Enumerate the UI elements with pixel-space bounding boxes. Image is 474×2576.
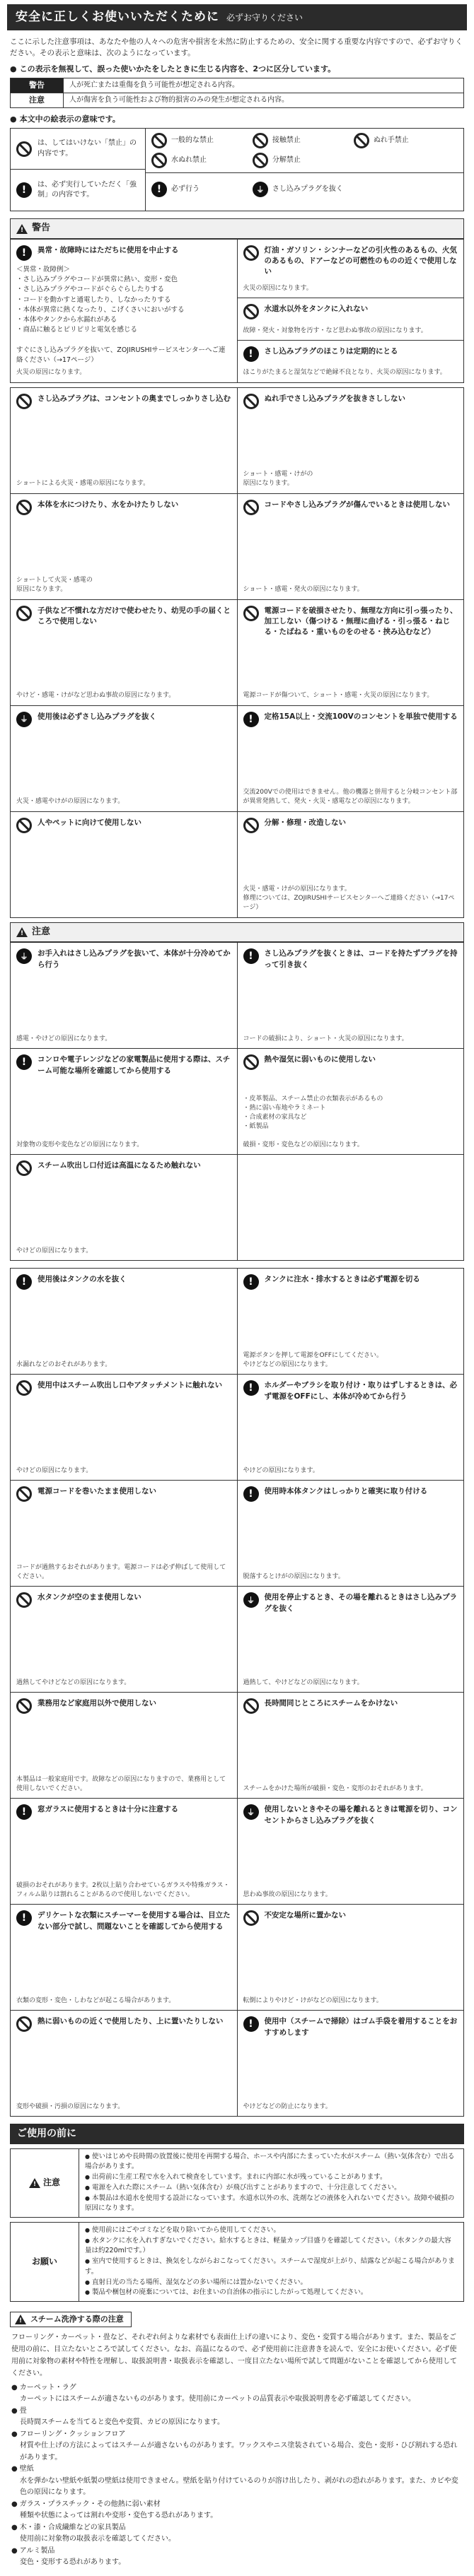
page-header	[7, 4, 467, 30]
general-prohibit-icon	[243, 1698, 259, 1714]
caution-cell: 水タンクが空のまま使用しない 過熱してやけどなどの原因になります。	[11, 1587, 238, 1693]
warning-grid	[10, 387, 464, 918]
caution-cell: ! 使用後はタンクの水を抜く 水漏れなどのおそれがあります。	[11, 1269, 238, 1375]
symbol-table	[10, 128, 464, 211]
caution-cell: ⏚ 使用を停止するとき、その場を離れるときはさし込みプラグを抜く 過熱して、やけどなどの原因になります。	[238, 1587, 465, 1693]
caution-cell: 長時間同じところにスチームをかけない スチームをかけた場所が破損・変色・変形のおそれがあります。	[238, 1693, 465, 1799]
no-touch-icon	[16, 1160, 32, 1176]
prohibit-desc: は、してはいけない「禁止」の内容です。	[37, 139, 137, 158]
list-item: ● 水タンクに水を入れすぎないでください。給水するときは、軽量カップ目盛りを確認してください。（水タンクの最大容量は約220mlです。）	[85, 2236, 458, 2257]
general-prohibit-icon	[243, 500, 259, 515]
list-item: ● 壁紙 水を弾かない壁紙や紙製の壁紙は使用できません。壁紙を貼り付けているのりが溶け出したり、剥がれの恐れがあります。また、カビや変色の原因になります。	[11, 2464, 463, 2499]
no-disassembly-icon	[243, 818, 259, 833]
general-prohibit-icon	[16, 1698, 32, 1714]
symbol-intro: ● 本文中の絵表示の意味です。	[10, 114, 464, 125]
rank-label-warning: 警告	[11, 78, 64, 93]
unplug-icon: ⏚	[243, 1592, 259, 1608]
list-item: ● アルミ製品 変色・変形する恐れがあります。	[11, 2546, 463, 2569]
before-use-caution: ! 注意 ● 使いはじめや長時間の放置後に使用を再開する場合、ホースや内部にたまっていた水がスチーム（熱い気体含む）で出る場合があります。 ● 出荷前に生産工程で水を入れて検査をしています。まれに内部に水が残っていることがあります。 ● 電源を入れた際にスチーム（熱い気体含む）が飛び出すことがありますので、十分注意してください。 ● 本製品は水道水を使用する設計になっています。水道水以外の水、洗剤などの液体を入れないでください。故障や破損の原因になります。	[10, 2148, 464, 2218]
rank-row-warning	[11, 78, 463, 93]
rank-table	[10, 78, 464, 108]
caution-grid	[10, 942, 464, 1261]
no-water-icon	[16, 500, 32, 515]
warning-cell: さし込みプラグは、コンセントの奥までしっかりさし込む ショートによる火災・感電の原因になります。	[11, 388, 238, 494]
rank-desc-warning: 人が死亡または重傷を負う可能性が想定される内容。	[69, 81, 239, 89]
no-touch-icon	[16, 1380, 32, 1396]
warning-cell: 灯油・ガソリン・シンナーなどの引火性のあるもの、火気のあるもの、ドアーなどの可燃性のものの近くで使用しない 火災の原因になります。	[238, 240, 465, 298]
general-prohibit-icon	[16, 818, 32, 833]
list-item: ● 使いはじめや長時間の放置後に使用を再開する場合、ホースや内部にたまっていた水がスチーム（熱い気体含む）で出る場合があります。	[85, 2152, 458, 2172]
list-item: ● 出荷前に生産工程で水を入れて検査をしています。まれに内部に水が残っていることがあります。	[85, 2172, 458, 2183]
caution-cell: 熱や湿気に弱いものに使用しない ・皮革製品、スチーム禁止の衣類表示があるもの ・熱に弱い布地やラミネート ・合成素材の家具など ・紙製品 破損・変形・変色などの原因になります。	[238, 1049, 465, 1155]
general-prohibit-icon	[243, 304, 259, 319]
mandatory-desc: は、必ず実行していただく「強制」の内容です。	[37, 180, 137, 199]
caution-cell: ! 使用中（スチームで掃除）はゴム手袋を着用することをおすすめします やけどなどの防止になります。	[238, 2011, 465, 2117]
warning-cell: 分解・修理・改造しない 火災・感電・けがの原因になります。 修理については、ZOJIRUSHIサービスセンターへご連絡ください（→17ページ）	[238, 812, 465, 918]
warning-cell: ! 定格15A以上・交流100Vのコンセントを単独で使用する 交流200Vでの使用はできません。他の機器と併用すると分岐コンセント部が異常発熱して、発火・火災・感電などの原因になります。	[238, 706, 465, 812]
symbol-label: 接触禁止	[272, 136, 301, 144]
warning-abnormal-cell: ! 異常・故障時にはただちに使用を中止する ＜異常・故障例＞ ・さし込みプラグやコードが異常に熱い、変形・変色 ・さし込みプラグやコードがぐらぐらしたりする ・コードを動かすと通電したり、しなかったりする ・本体が異常に熱くなったり、こげくさいにおいがする ・本体やタンクから水漏れがある ・商品に触るとピリピリと電気を感じる すぐにさし込みプラグを抜いて、ZOJIRUSHIサービスセンターへご連絡ください（→17ページ） 火災の原因になります。	[11, 240, 238, 383]
must-do-icon: !	[243, 712, 259, 727]
list-item: ● 木・漆・合成繊維などの家具製品 使用前に対象物の取扱表示を確認してください。	[11, 2522, 463, 2546]
caution-cell: ! さし込みプラグを抜くときは、コードを持たずプラグを持って引き抜く コードの破損により、ショート・火災の原因になります。	[238, 943, 465, 1049]
caution-cell: ⏚ 使用しないときやその場を離れるときは電源を切り、コンセントからさし込みプラグを抜く 思わぬ事故の原因になります。	[238, 1799, 465, 1905]
caution-cell: ! デリケートな衣類にスチーマーを使用する場合は、目立たない部分で試し、問題ないことを確認してから使用する 衣類の変形・変色・しわなどが起こる場合があります。	[11, 1905, 238, 2011]
list-item: ● 製品や梱包材の廃棄については、お住まいの自治体の指示にしたがって処理してください。	[85, 2288, 458, 2298]
rank-label-caution: 注意	[11, 93, 64, 107]
unplug-icon: ⏚	[16, 948, 32, 964]
rank-intro: ● この表示を無視して、誤った使いかたをしたときに生じる内容を、2つに区分しています。	[10, 64, 464, 75]
caution-cell: ! タンクに注水・排水するときは必ず電源を切る 電源ボタンを押して電源をOFFにしてください。 やけどなどの原因になります。	[238, 1269, 465, 1375]
general-prohibit-icon	[243, 1910, 259, 1926]
must-do-icon: !	[243, 1274, 259, 1290]
list-item: ● 本製品は水道水を使用する設計になっています。水道水以外の水、洗剤などの液体を入れないでください。故障や破損の原因になります。	[85, 2194, 458, 2214]
must-do-icon: !	[16, 1274, 32, 1290]
list-item: ● ガラス・プラスチック・その他熱に弱い素材 種類や状態によっては割れや変形・変色する恐れがあります。	[11, 2499, 463, 2522]
symbol-label: さし込みプラグを抜く	[272, 184, 343, 193]
warning-cell: 水道水以外をタンクに入れない 故障・発火・対象物を汚す・など思わぬ事故の原因になります。	[238, 298, 465, 341]
page-title: 安全に正しくお使いいただくために	[16, 10, 219, 24]
list-item: ● 電源を入れた際にスチーム（熱い気体含む）が飛び出すことがありますので、十分注意してください。	[85, 2183, 458, 2194]
symbol-label: ぬれ手禁止	[373, 136, 409, 144]
general-prohibit-icon	[16, 2016, 32, 2032]
caution-cell: ⏚ お手入れはさし込みプラグを抜いて、本体が十分冷めてから行う 感電・やけどの原因になります。	[11, 943, 238, 1049]
warning-cell: 子供など不慣れな方だけで使わせたり、幼児の手の届くところで使用しない やけど・感電・けがなど思わぬ事故の原因になります。	[11, 600, 238, 706]
general-prohibit-icon	[243, 606, 259, 621]
warning-intro-grid	[10, 239, 464, 383]
list-item: ● 直射日光の当たる場所、湿気などの多い場所には置かないでください。	[85, 2278, 458, 2288]
general-prohibit-icon	[243, 245, 259, 261]
must-do-icon: !	[16, 1910, 32, 1926]
surface-list	[11, 2382, 463, 2569]
warning-cell: コードやさし込みプラグが傷んでいるときは使用しない ショート・感電・発火の原因になります。	[238, 494, 465, 600]
warning-cell: ! さし込みプラグのほこりは定期的にとる ほこりがたまると湿気などで絶縁不良となり、火災の原因になります。	[238, 341, 465, 383]
caution-cell: ! 使用時本体タンクはしっかりと確実に取り付ける 脱落するとけがの原因になります。	[238, 1481, 465, 1587]
warning-cell: ⏚ 使用後は必ずさし込みプラグを抜く 火災・感電やけがの原因になります。	[11, 706, 238, 812]
warning-cell: ぬれ手でさし込みプラグを抜きさししない ショート・感電・けがの 原因になります。	[238, 388, 465, 494]
must-do-icon: !	[243, 346, 259, 362]
symbol-label: 必ず行う	[171, 184, 200, 193]
before-use-request: お願い ● 使用前にはごやゴミなどを取り除いてから使用してください。 ● 水タンクに水を入れすぎないでください。給水するときは、軽量カップ目盛りを確認してください。（水タンクの最大容量は約220mlです。） ● 室内で使用するときは、換気をしながらおこなってください。スチームで湿度が上がり、結露などが起こる場合があります。 ● 直射日光の当たる場所、湿気などの多い場所には置かないでください。 ● 製品や梱包材の廃棄については、お住まいの自治体の指示にしたがって処理してください。	[10, 2222, 464, 2302]
caution-triangle-icon	[29, 2178, 40, 2188]
symbol-label: 分解禁止	[272, 155, 301, 164]
must-do-icon: !	[243, 948, 259, 964]
cleaning-heading: ! スチーム洗浄する際の注意	[10, 2312, 132, 2327]
caution-cell: ! コンロや電子レンジなどの家電製品に使用する際は、スチーム可能な場所を確認してから使用する 対象物の変形や変色などの原因になります。	[11, 1049, 238, 1155]
no-wet-hands-icon	[354, 133, 369, 148]
warning-triangle-icon	[16, 224, 28, 234]
unplug-icon: ⏚	[16, 712, 32, 727]
symbol-label: 水ぬれ禁止	[171, 155, 207, 164]
general-prohibit-icon	[16, 1486, 32, 1502]
general-prohibit-icon	[16, 1592, 32, 1608]
general-prohibit-icon	[243, 1054, 259, 1070]
general-prohibit-icon	[151, 133, 167, 148]
cleaning-paragraph: フローリング・カーペット・畳など、それぞれ何よりな素材でも表面仕上げの違いにより、変色・変質する場合があります。また、製品をご使用の前に、目立たないところで試してください。なお、高温になるので、必ず使用前に注意書きを読んで、安全にお使いください。必ず使用前に対象物の素材や特性を理解し、取扱説明書・取扱表示を確認し、一度目立たない場所で試して問題がないことを確認してから使用してください。	[11, 2333, 457, 2377]
caution-cell-empty	[238, 1155, 465, 1261]
warning-cell: 電源コードを破損させたり、無理な方向に引っ張ったり、加工しない（傷つける・無理に曲げる・引っ張る・ねじる・たばねる・重いものをのせる・挟み込むなど） 電源コードが傷ついて、ショート・感電・火災の原因になります。	[238, 600, 465, 706]
caution-triangle-icon	[16, 927, 28, 937]
page-subtitle: 必ずお守りください	[226, 13, 304, 23]
abnormal-examples: ＜異常・故障例＞ ・さし込みプラグやコードが異常に熱い、変形・変色 ・さし込みプラグやコードがぐらぐらしたりする ・コードを動かすと通電したり、しなかったりする ・本体が異常に熱くなったり、こげくさいにおいがする ・本体やタンクから水漏れがある ・商品に触るとピリピリと電気を感じる すぐにさし込みプラグを抜いて、ZOJIRUSHIサービスセンターへご連絡ください（→17ページ）	[16, 265, 226, 365]
caution-cell: 使用中はスチーム吹出し口やアタッチメントに触れない やけどの原因になります。	[11, 1375, 238, 1481]
no-touch-icon	[253, 133, 268, 148]
caution-cell: スチーム吹出し口付近は高温になるため触れない やけどの原因になります。	[11, 1155, 238, 1261]
must-do-icon: !	[243, 1486, 259, 1502]
must-do-icon: !	[151, 182, 167, 197]
list-item: ● カーペット・ラグ カーペットにはスチームが適さないものがあります。使用前にカーペットの品質表示や取扱説明書を必ず確認してください。	[11, 2382, 463, 2406]
must-do-icon: !	[16, 1054, 32, 1070]
list-item: ● 使用前にはごやゴミなどを取り除いてから使用してください。	[85, 2225, 458, 2236]
unplug-icon: ⏚	[243, 1804, 259, 1820]
unplug-icon: ⏚	[253, 182, 268, 197]
mandatory-icon: !	[16, 182, 32, 198]
caution-cell: ! ホルダーやブラシを取り付け・取りはずしするときは、必ず電源をOFFにし、本体が冷めてから行う やけどの原因になります。	[238, 1375, 465, 1481]
warning-heading: ! 警告	[10, 218, 464, 239]
list-item: ● 室内で使用するときは、換気をしながらおこなってください。スチームで湿度が上がり、結露などが起こる場合があります。	[85, 2257, 458, 2277]
no-disassembly-icon	[253, 153, 268, 168]
before-use-heading: ご使用の前に	[10, 2124, 464, 2143]
prohibit-icon	[16, 141, 32, 157]
caution-heading: ! 注意	[10, 922, 464, 943]
caution-cell: 業務用など家庭用以外で使用しない 本製品は一般家庭用です。故障などの原因になりますので、業務用として使用しないでください。	[11, 1693, 238, 1799]
symbol-label: 一般的な禁止	[171, 136, 214, 144]
general-grid	[10, 1268, 464, 2117]
no-wet-hands-icon	[243, 394, 259, 409]
caution-cell: 熱に弱いものの近くで使用したり、上に置いたりしない 変形や破損・汚損の原因になります。	[11, 2011, 238, 2117]
warning-cell: 本体を水につけたり、水をかけたりしない ショートして火災・感電の 原因になります。	[11, 494, 238, 600]
list-item: ● フローリング・クッションフロア 材質や仕上げの方法によってはスチームが適さないものがあります。ワックスやニス塗装されている場合、変色・変形・ひび割れする恐れがあります。	[11, 2429, 463, 2464]
must-do-icon: !	[16, 245, 32, 261]
general-prohibit-icon	[16, 606, 32, 621]
caution-cell: 不安定な場所に置かない 転倒によりやけど・けがなどの原因になります。	[238, 1905, 465, 2011]
no-water-icon	[151, 153, 167, 168]
caution-triangle-icon	[15, 2315, 26, 2324]
list-item: ● 畳 長時間スチームを当てると変色や変質、カビの原因になります。	[11, 2406, 463, 2429]
must-do-icon: !	[16, 1804, 32, 1820]
general-prohibit-icon	[16, 394, 32, 409]
rank-row-caution	[11, 93, 463, 107]
warning-cell: 人やペットに向けて使用しない	[11, 812, 238, 918]
caution-cell: ! 窓ガラスに使用するときは十分に注意する 破損のおそれがあります。2枚以上貼り合わせているガラスや特殊ガラス・フィルム貼りは割れることがあるので使用しないでください。	[11, 1799, 238, 1905]
must-do-icon: !	[243, 1380, 259, 1396]
must-do-icon: !	[243, 2016, 259, 2032]
intro-text: ここに示した注意事項は、あなたや他の人々への危害や損害を未然に防止するための、安全に関する重要な内容ですので、必ずお守りください。その表示と意味は、次のようになっています。	[10, 37, 463, 58]
caution-cell: 電源コードを巻いたまま使用しない コードが過熱するおそれがあります。電源コードは必ず伸ばして使用してください。	[11, 1481, 238, 1587]
rank-desc-caution: 人が傷害を負う可能性および物的損害のみの発生が想定される内容。	[69, 95, 289, 104]
